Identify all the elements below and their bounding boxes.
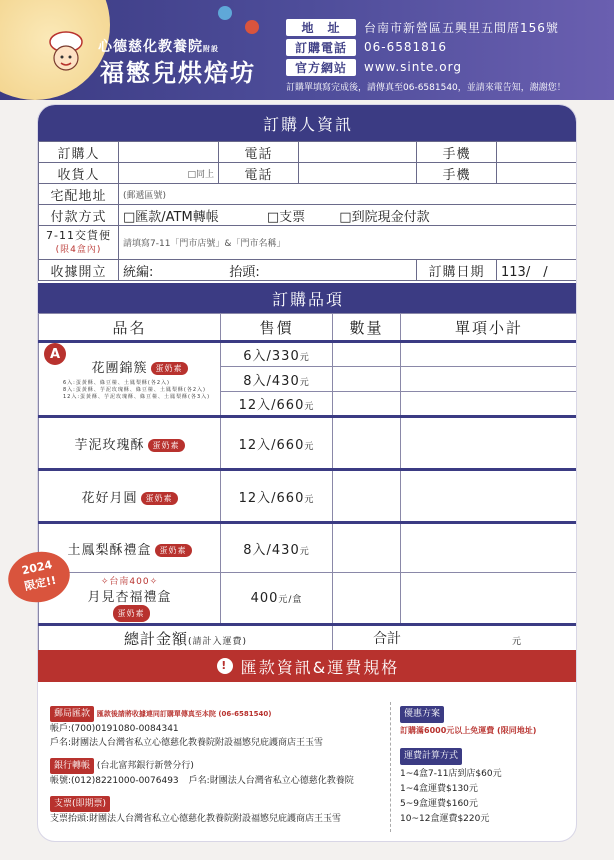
shipping-rate: 1~4盒運費$130元 [400, 784, 478, 794]
payment-option-check[interactable]: □支票 [266, 209, 306, 225]
receiver-mobile-field[interactable] [497, 163, 578, 184]
receiver-phone-field[interactable] [299, 163, 417, 184]
product-price: 12入/660元 [221, 392, 333, 417]
product-price: 6入/330元 [221, 342, 333, 367]
qty-field[interactable] [333, 342, 401, 367]
header [0, 0, 614, 100]
total-label: 總計金額(請計入運費) [39, 625, 333, 651]
order-section-title: 訂購品項 [38, 283, 577, 313]
category-a-badge: A [44, 343, 66, 365]
postal-pill: 郵局匯款 [50, 706, 94, 722]
qty-field[interactable] [333, 573, 401, 625]
alert-icon: ! [217, 658, 233, 674]
product-item: ✧台南400✧ 月見杏福禮盒 蛋奶素 [39, 573, 221, 625]
promo-text: 訂購滿6000元以上免運費 (限同地址) [400, 726, 537, 735]
qty-field[interactable] [333, 417, 401, 470]
postal-account: 帳戶:(700)0191080-0084341 [50, 724, 179, 734]
payment-options [119, 205, 578, 226]
brand-title: 福慜兒烘焙坊 [100, 59, 256, 87]
product-price: 400元/盒 [221, 573, 333, 625]
order-date-label: 訂購日期 [417, 260, 497, 281]
promo-pill: 優惠方案 [400, 706, 444, 723]
divider [390, 702, 391, 832]
subtotal-field[interactable] [401, 367, 578, 392]
product-item: 花團錦簇 蛋奶素 6入:蛋黃酥、綠豆椪、土鳳梨酥(各2入) 8入:蛋黃酥、芋泥玫瑰酥、綠豆椪、土鳳梨酥(各2入) 12入:蛋黃酥、芋泥玫瑰酥、綠豆椪、土鳳梨酥(各3入) [39, 342, 221, 417]
info-row-website: 官方網站 www.sinte.org [286, 58, 462, 76]
col-qty: 數量 [333, 314, 401, 342]
payment-section-title: ! 匯款資訊&運費規格 [38, 650, 577, 682]
product-price: 12入/660元 [221, 417, 333, 470]
receiver-label: 收貨人 [39, 163, 119, 184]
limited-2024-badge: 2024 限定!! [3, 546, 74, 608]
product-table [38, 313, 577, 651]
planet-decoration [218, 6, 232, 20]
payment-info [38, 682, 577, 842]
subtotal-field[interactable] [401, 470, 578, 523]
phone-label: 電話 [219, 142, 299, 163]
subtotal-field[interactable] [401, 523, 578, 573]
address-field[interactable]: (郵遞區號) [119, 184, 578, 205]
product-item: 土鳳梨酥禮盒 蛋奶素 [39, 523, 221, 573]
buyer-mobile-field[interactable] [497, 142, 578, 163]
buyer-label: 訂購人 [39, 142, 119, 163]
col-name: 品名 [39, 314, 221, 342]
info-row-phone: 訂購電話 06-6581816 [286, 38, 447, 56]
same-as-checkbox[interactable]: □同上 [119, 163, 219, 184]
bank-pill: 銀行轉帳 [50, 758, 94, 774]
shipping-info [400, 706, 570, 827]
check-payee: 支票抬頭:財團法人台灣省私立心德慈化教養院附設福慜兒庇護商店王玉雪 [50, 814, 342, 824]
payment-option-cash[interactable]: □到院現金付款 [339, 209, 430, 225]
payment-label: 付款方式 [39, 205, 119, 226]
shipping-pill: 運費計算方式 [400, 748, 462, 765]
seven-eleven-field[interactable]: 請填寫7-11「門市店號」&「門市名稱」 [119, 226, 578, 260]
buyer-table [38, 141, 577, 281]
planet-decoration [245, 20, 259, 34]
phone-label: 電話 [219, 163, 299, 184]
receipt-fields[interactable]: 統編: 抬頭: [119, 260, 417, 281]
order-form [37, 104, 577, 842]
check-pill: 支票(即期票) [50, 796, 110, 812]
subtotal-field[interactable] [401, 417, 578, 470]
product-item: 芋泥玫瑰酥 蛋奶素 [39, 417, 221, 470]
shipping-rate: 5~9盒運費$160元 [400, 799, 478, 809]
payment-accounts: 郵局匯款 匯款後請將收據連同訂購單傳真至本院 (06-6581540) 帳戶:(700)0191080-0084341 戶名:財團法人台灣省私立心德慈化教養院附設福慜兒庇護商店王玉雪 銀行轉帳 (台北富邦銀行新營分行) 帳號:(012)8221000-0076493 戶名:財團法人台灣省私立心德慈化教養院 支票(即期票) 支票抬頭:財團法人台灣省私立心德慈化教養院附設福慜兒庇護商店王玉雪 [50, 706, 390, 826]
subtotal-field[interactable] [401, 573, 578, 625]
buyer-phone-field[interactable] [299, 142, 417, 163]
subtotal-field[interactable] [401, 392, 578, 417]
shipping-rate: 1~4盒7-11店到店$60元 [400, 769, 502, 779]
fax-notice: 訂購單填寫完成後，請傳真至06-6581540，並請來電告知，謝謝您！ [286, 83, 566, 93]
address-label: 宅配地址 [39, 184, 119, 205]
qty-field[interactable] [333, 392, 401, 417]
mobile-label: 手機 [417, 142, 497, 163]
qty-field[interactable] [333, 367, 401, 392]
bank-account: 帳號:(012)8221000-0076493 戶名:財團法人台灣省私立心德慈化教養院 [50, 776, 354, 786]
receipt-label: 收據開立 [39, 260, 119, 281]
col-subtotal: 單項小計 [401, 314, 578, 342]
mobile-label: 手機 [417, 163, 497, 184]
product-item: 花好月圓 蛋奶素 [39, 470, 221, 523]
info-row-address: 地 址 台南市新營區五興里五間厝156號 [286, 18, 559, 36]
seven-eleven-label: 7-11交貨便 (限4盒內) [39, 226, 119, 260]
order-date-field[interactable]: 113/ / [497, 260, 578, 281]
subtotal-field[interactable] [401, 342, 578, 367]
product-price: 8入/430元 [221, 367, 333, 392]
product-price: 12入/660元 [221, 470, 333, 523]
buyer-field[interactable] [119, 142, 219, 163]
brand-subtitle: 心德慈化教養院附設 [98, 39, 219, 55]
total-field[interactable]: 合計 元 [333, 625, 578, 651]
chef-logo-icon [38, 28, 94, 78]
buyer-section-title: 訂購人資訊 [38, 105, 577, 141]
postal-name: 戶名:財團法人台灣省私立心德慈化教養院附設福慜兒庇護商店王玉雪 [50, 738, 324, 748]
col-price: 售價 [221, 314, 333, 342]
product-price: 8入/430元 [221, 523, 333, 573]
qty-field[interactable] [333, 523, 401, 573]
payment-option-transfer[interactable]: □匯款/ATM轉帳 [123, 209, 219, 225]
qty-field[interactable] [333, 470, 401, 523]
shipping-rate: 10~12盒運費$220元 [400, 814, 490, 824]
